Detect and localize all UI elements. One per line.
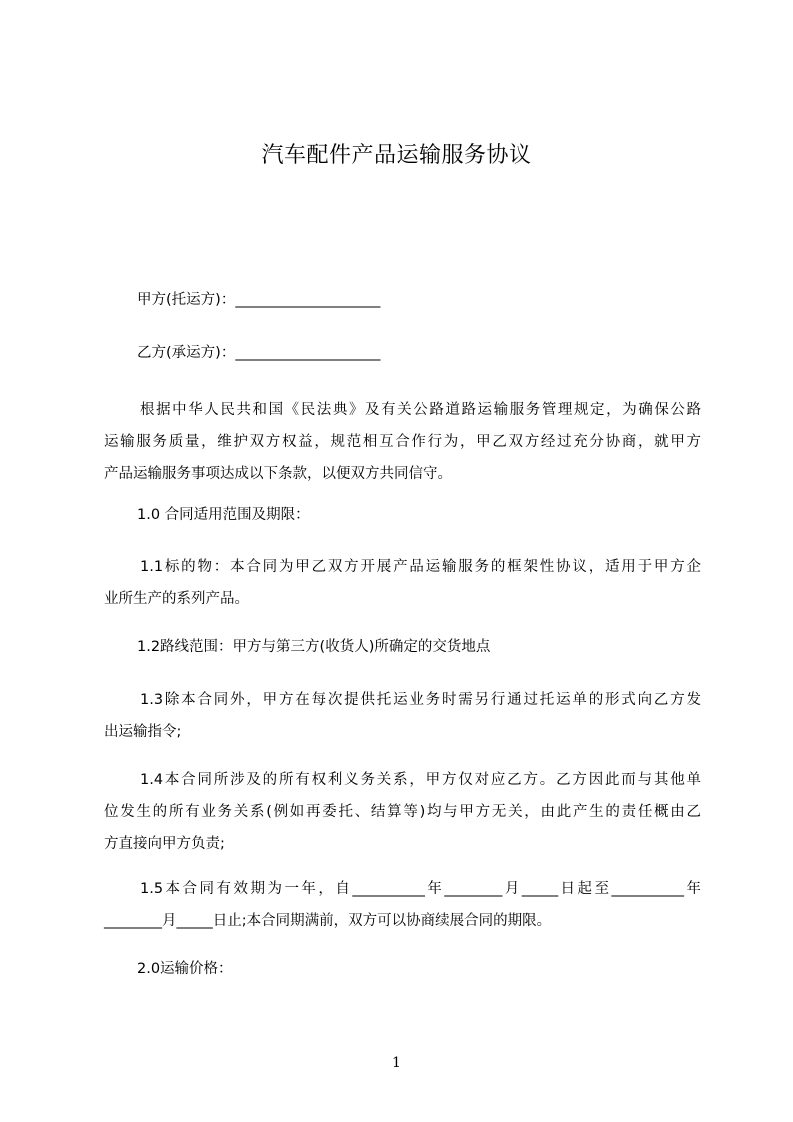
preamble-line: 产品运输服务事项达成以下条款，以便双方共同信守。 — [104, 466, 452, 482]
clause-line: 1.3除本合同外，甲方在每次提供托运业务时需另行通过托运单的形式向乙方发 — [140, 692, 701, 708]
party-a-line: 甲方(托运方)：____________________ — [137, 292, 381, 308]
clause-line: ________月_____日止;本合同期满前，双方可以协商续展合同的期限。 — [104, 913, 552, 929]
clause-1-4 — [104, 764, 701, 860]
clause-1-2: 1.2路线范围：甲方与第三方(收货人)所确定的交货地点 — [137, 639, 491, 655]
page-number: 1 — [392, 1055, 401, 1071]
section-1-heading: 1.0 合同适用范围及期限： — [137, 507, 310, 523]
preamble-line: 根据中华人民共和国《民法典》及有关公路道路运输服务管理规定，为确保公路 — [140, 402, 701, 418]
clause-line: 出运输指令; — [104, 724, 182, 740]
preamble-paragraph — [104, 394, 701, 490]
preamble-line: 运输服务质量，维护双方权益，规范相互合作行为，甲乙双方经过充分协商，就甲方 — [104, 434, 701, 450]
clause-line: 业所生产的系列产品。 — [104, 591, 249, 607]
document-title: 汽车配件产品运输服务协议 — [261, 143, 532, 168]
clause-line: 1.5本合同有效期为一年，自__________年________月_____日起至__________年 — [140, 881, 701, 897]
clause-1-5 — [104, 873, 701, 937]
section-2-heading: 2.0运输价格： — [137, 961, 233, 977]
clause-line: 1.4本合同所涉及的所有权利义务关系，甲方仅对应乙方。乙方因此而与其他单 — [140, 772, 701, 788]
clause-1-3 — [104, 684, 701, 748]
party-b-line: 乙方(承运方)：____________________ — [137, 345, 381, 361]
clause-line: 位发生的所有业务关系(例如再委托、结算等)均与甲方无关，由此产生的责任概由乙 — [104, 804, 701, 820]
clause-line: 1.1标的物：本合同为甲乙双方开展产品运输服务的框架性协议，适用于甲方企 — [140, 559, 701, 575]
clause-1-1 — [104, 551, 701, 615]
clause-line: 方直接向甲方负责; — [104, 836, 225, 852]
